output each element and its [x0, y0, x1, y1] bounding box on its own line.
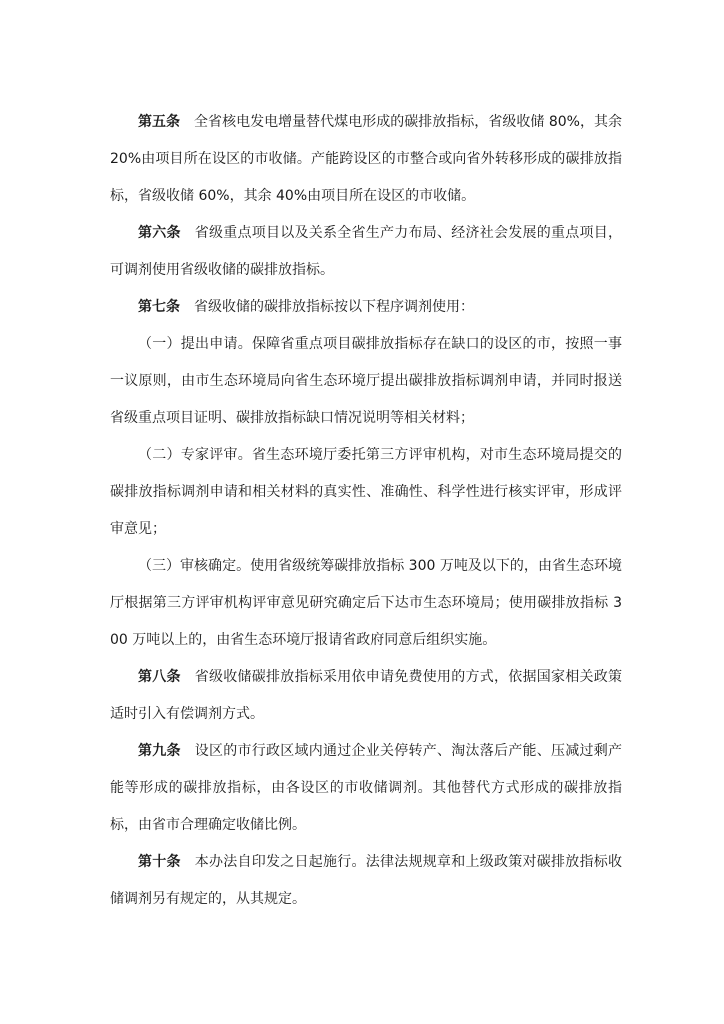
step-text: （二）专家评审。省生态环境厅委托第三方评审机构，对市生态环境局提交的碳排放指标调剂申请和相关材料的真实性、准确性、科学性进行核实评审，形成评审意见； [110, 447, 622, 537]
article-label: 第九条 [138, 743, 181, 759]
article-text: 本办法自印发之日起施行。法律法规规章和上级政策对碳排放指标收储调剂另有规定的，从其规定。 [110, 854, 622, 907]
article-text: 设区的市行政区域内通过企业关停转产、淘汰落后产能、压减过剩产能等形成的碳排放指标，由各设区的市收储调剂。其他替代方式形成的碳排放指标，由省市合理确定收储比例。 [110, 743, 622, 833]
article-8 [110, 659, 622, 733]
article-5 [110, 104, 622, 215]
article-text: 省级重点项目以及关系全省生产力布局、经济社会发展的重点项目，可调剂使用省级收储的碳排放指标。 [110, 225, 622, 278]
article-text: 省级收储碳排放指标采用依申请免费使用的方式，依据国家相关政策适时引入有偿调剂方式。 [110, 669, 622, 722]
article-6 [110, 215, 622, 289]
article-label: 第八条 [138, 669, 181, 685]
article-9 [110, 733, 622, 844]
procedure-step-3 [110, 548, 622, 659]
article-label: 第六条 [138, 225, 181, 241]
article-7 [110, 289, 622, 326]
step-text: （一）提出申请。保障省重点项目碳排放指标存在缺口的设区的市，按照一事一议原则，由市生态环境局向省生态环境厅提出碳排放指标调剂申请，并同时报送省级重点项目证明、碳排放指标缺口情况说明等相关材料； [110, 336, 622, 426]
article-10 [110, 844, 622, 918]
procedure-step-2 [110, 437, 622, 548]
article-text: 省级收储的碳排放指标按以下程序调剂使用： [194, 299, 474, 315]
article-text: 全省核电发电增量替代煤电形成的碳排放指标，省级收储 80%，其余 20%由项目所在设区的市收储。产能跨设区的市整合或向省外转移形成的碳排放指标，省级收储 60%，其余 40%由项目所在设区的市收储。 [110, 114, 622, 204]
article-label: 第十条 [138, 854, 181, 870]
document-page [110, 104, 622, 918]
step-text: （三）审核确定。使用省级统筹碳排放指标 300 万吨及以下的，由省生态环境厅根据第三方评审机构评审意见研究确定后下达市生态环境局；使用碳排放指标 300 万吨以上的，由省生态环境厅报请省政府同意后组织实施。 [110, 558, 622, 648]
article-label: 第七条 [138, 299, 180, 315]
article-label: 第五条 [138, 114, 181, 130]
procedure-step-1 [110, 326, 622, 437]
